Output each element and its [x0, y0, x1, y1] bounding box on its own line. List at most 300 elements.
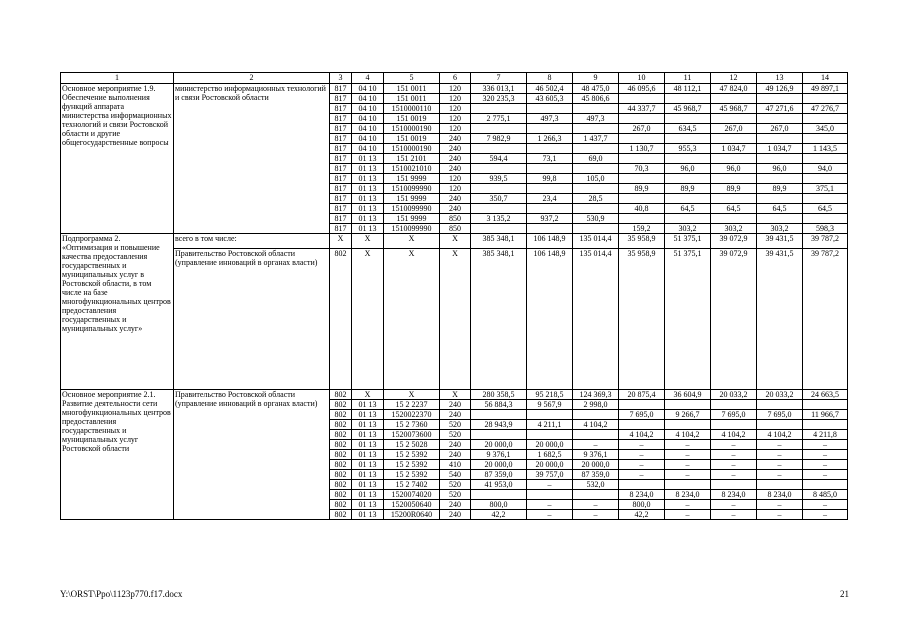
value-cell-csr: 151 9999 [384, 174, 440, 184]
value-cell-y1: 56 884,3 [471, 400, 527, 410]
value-cell-y2 [527, 104, 573, 114]
value-cell-rzpr: 04 10 [352, 104, 384, 114]
value-cell-y5: 303,2 [665, 224, 711, 234]
value-cell-y1: 41 953,0 [471, 480, 527, 490]
value-cell-y5: – [665, 470, 711, 480]
header-cell: 9 [573, 73, 619, 84]
value-cell-y1: 280 358,5 [471, 390, 527, 400]
value-cell-y5 [665, 94, 711, 104]
value-cell-y7: 267,0 [757, 124, 803, 134]
value-cell-vr: 240 [440, 164, 471, 174]
value-cell-y8: – [803, 450, 848, 460]
value-cell-y6 [711, 480, 757, 490]
header-cell: 5 [384, 73, 440, 84]
value-cell-y6 [711, 420, 757, 430]
value-cell-y3: 497,3 [573, 114, 619, 124]
value-cell-rzpr: 01 13 [352, 174, 384, 184]
value-cell-y6: 303,2 [711, 224, 757, 234]
table-body [61, 73, 848, 520]
value-cell-y8 [803, 400, 848, 410]
measure-title: Основное мероприятие 1.9. Обеспечение выполнения функций аппарата министерства информационных технологий и связи Ростовской области и другие общегосударственные вопросы [61, 84, 174, 234]
header-cell: 14 [803, 73, 848, 84]
value-cell-vr: 120 [440, 94, 471, 104]
value-cell-y6: 45 968,7 [711, 104, 757, 114]
value-cell-y2 [527, 204, 573, 214]
value-cell-csr: 1510000110 [384, 104, 440, 114]
value-cell-y2: 937,2 [527, 214, 573, 224]
value-cell-rzpr: 01 13 [352, 510, 384, 520]
value-cell-y2 [527, 490, 573, 500]
value-cell-y8: – [803, 500, 848, 510]
value-cell-y5: 45 968,7 [665, 104, 711, 114]
value-cell-y6: 39 072,9 [711, 234, 757, 249]
executor-cell: министерство информационных технологий и связи Ростовской области [174, 84, 330, 234]
value-cell-grbs: 817 [330, 194, 352, 204]
value-cell-y2: 95 218,5 [527, 390, 573, 400]
value-cell-y2 [527, 184, 573, 194]
value-cell-y2 [527, 144, 573, 154]
value-cell-y5: 64,5 [665, 204, 711, 214]
value-cell-vr: 410 [440, 460, 471, 470]
value-cell-grbs: 802 [330, 410, 352, 420]
value-cell-y5: – [665, 510, 711, 520]
value-cell-y6: – [711, 440, 757, 450]
value-cell-y7: 39 431,5 [757, 249, 803, 390]
value-cell-y5 [665, 174, 711, 184]
value-cell-csr: 1510099990 [384, 204, 440, 214]
value-cell-y3 [573, 410, 619, 420]
value-cell-vr: 520 [440, 420, 471, 430]
value-cell-y4: 800,0 [619, 500, 665, 510]
value-cell-rzpr: 01 13 [352, 480, 384, 490]
value-cell-y2: 46 502,4 [527, 84, 573, 94]
value-cell-y8 [803, 114, 848, 124]
value-cell-y7: – [757, 450, 803, 460]
value-cell-y2 [527, 410, 573, 420]
value-cell-grbs: 802 [330, 470, 352, 480]
value-cell-y5: – [665, 500, 711, 510]
value-cell-y3 [573, 144, 619, 154]
value-cell-vr: 240 [440, 500, 471, 510]
value-cell-y4: – [619, 450, 665, 460]
value-cell-y7 [757, 480, 803, 490]
value-cell-grbs: 802 [330, 490, 352, 500]
value-cell-y7 [757, 174, 803, 184]
value-cell-y7: 89,9 [757, 184, 803, 194]
value-cell-y3: 45 806,6 [573, 94, 619, 104]
value-cell-y1: 385 348,1 [471, 249, 527, 390]
value-cell-rzpr: 01 13 [352, 194, 384, 204]
table-row [61, 390, 848, 400]
value-cell-y6: – [711, 510, 757, 520]
value-cell-grbs: 802 [330, 510, 352, 520]
value-cell-rzpr: 01 13 [352, 164, 384, 174]
value-cell-y6: 64,5 [711, 204, 757, 214]
value-cell-y3: 87 359,0 [573, 470, 619, 480]
value-cell-y8: 375,1 [803, 184, 848, 194]
value-cell-y1 [471, 490, 527, 500]
value-cell-y3: 135 014,4 [573, 249, 619, 390]
value-cell-csr: 151 0011 [384, 94, 440, 104]
value-cell-grbs: 817 [330, 154, 352, 164]
value-cell-y1 [471, 184, 527, 194]
value-cell-y1: 42,2 [471, 510, 527, 520]
value-cell-rzpr: X [352, 249, 384, 390]
value-cell-y6 [711, 174, 757, 184]
value-cell-y2: 9 567,9 [527, 400, 573, 410]
value-cell-y7: 8 234,0 [757, 490, 803, 500]
footer-page-number: 21 [840, 589, 849, 599]
value-cell-y7 [757, 134, 803, 144]
value-cell-vr: 240 [440, 194, 471, 204]
value-cell-rzpr: 04 10 [352, 84, 384, 94]
value-cell-y7: 1 034,7 [757, 144, 803, 154]
value-cell-y2: 23,4 [527, 194, 573, 204]
value-cell-y5: 89,9 [665, 184, 711, 194]
value-cell-y4 [619, 194, 665, 204]
value-cell-y7: 20 033,2 [757, 390, 803, 400]
value-cell-y6 [711, 154, 757, 164]
value-cell-y3: 532,0 [573, 480, 619, 490]
value-cell-y8 [803, 194, 848, 204]
value-cell-grbs: 802 [330, 440, 352, 450]
value-cell-y1: 336 013,1 [471, 84, 527, 94]
value-cell-y1 [471, 204, 527, 214]
value-cell-y4: 40,8 [619, 204, 665, 214]
value-cell-grbs: 802 [330, 249, 352, 390]
header-cell: 3 [330, 73, 352, 84]
value-cell-vr: 240 [440, 154, 471, 164]
table-row [61, 234, 848, 249]
value-cell-y7: 39 431,5 [757, 234, 803, 249]
value-cell-y5 [665, 134, 711, 144]
value-cell-grbs: 802 [330, 460, 352, 470]
value-cell-y6: 8 234,0 [711, 490, 757, 500]
header-cell: 7 [471, 73, 527, 84]
value-cell-vr: 520 [440, 430, 471, 440]
value-cell-csr: X [384, 249, 440, 390]
value-cell-csr: 15 2 5392 [384, 470, 440, 480]
value-cell-y1: 20 000,0 [471, 460, 527, 470]
value-cell-y1 [471, 224, 527, 234]
value-cell-y3 [573, 204, 619, 214]
value-cell-y6: – [711, 460, 757, 470]
value-cell-y4 [619, 174, 665, 184]
value-cell-y4: 159,2 [619, 224, 665, 234]
value-cell-y1: 87 359,0 [471, 470, 527, 480]
value-cell-y1: 2 775,1 [471, 114, 527, 124]
value-cell-csr: 1510000190 [384, 144, 440, 154]
value-cell-y7: 303,2 [757, 224, 803, 234]
value-cell-csr: 151 9999 [384, 214, 440, 224]
value-cell-y8 [803, 94, 848, 104]
executor-cell: Правительство Ростовской области (управление инноваций в органах власти) [174, 390, 330, 520]
value-cell-y2: 4 211,1 [527, 420, 573, 430]
value-cell-grbs: 817 [330, 134, 352, 144]
value-cell-y5: 51 375,1 [665, 249, 711, 390]
value-cell-y4 [619, 420, 665, 430]
value-cell-csr: 1510099990 [384, 184, 440, 194]
value-cell-y1: 939,5 [471, 174, 527, 184]
value-cell-y2: 1 266,3 [527, 134, 573, 144]
value-cell-y2: 20 000,0 [527, 440, 573, 450]
value-cell-y2 [527, 164, 573, 174]
value-cell-y7 [757, 420, 803, 430]
value-cell-y3 [573, 430, 619, 440]
value-cell-vr: 120 [440, 184, 471, 194]
value-cell-y8: 8 485,0 [803, 490, 848, 500]
value-cell-grbs: 802 [330, 480, 352, 490]
value-cell-y8: – [803, 460, 848, 470]
value-cell-rzpr: 01 13 [352, 410, 384, 420]
value-cell-rzpr: 04 10 [352, 114, 384, 124]
value-cell-rzpr: 01 13 [352, 490, 384, 500]
value-cell-y6: – [711, 470, 757, 480]
value-cell-vr: 240 [440, 144, 471, 154]
value-cell-y3: 530,9 [573, 214, 619, 224]
value-cell-rzpr: 01 13 [352, 500, 384, 510]
value-cell-y3: – [573, 510, 619, 520]
value-cell-rzpr: 04 10 [352, 134, 384, 144]
value-cell-rzpr: 01 13 [352, 154, 384, 164]
value-cell-y7: – [757, 470, 803, 480]
value-cell-vr: 120 [440, 104, 471, 114]
value-cell-y3 [573, 104, 619, 114]
value-cell-rzpr: 04 10 [352, 144, 384, 154]
value-cell-y4 [619, 94, 665, 104]
value-cell-y5: 634,5 [665, 124, 711, 134]
header-cell: 2 [174, 73, 330, 84]
value-cell-csr: 151 0019 [384, 134, 440, 144]
value-cell-y4 [619, 154, 665, 164]
header-cell: 13 [757, 73, 803, 84]
value-cell-csr: 151 9999 [384, 194, 440, 204]
value-cell-y2 [527, 124, 573, 134]
value-cell-grbs: 802 [330, 400, 352, 410]
value-cell-y5: 48 112,1 [665, 84, 711, 94]
value-cell-y4: 8 234,0 [619, 490, 665, 500]
value-cell-vr: 240 [440, 410, 471, 420]
value-cell-y4 [619, 214, 665, 224]
value-cell-y2: 497,3 [527, 114, 573, 124]
value-cell-vr: X [440, 390, 471, 400]
value-cell-y2: – [527, 500, 573, 510]
value-cell-grbs: 817 [330, 214, 352, 224]
value-cell-csr: 15 2 7402 [384, 480, 440, 490]
value-cell-y2: 1 682,5 [527, 450, 573, 460]
executor-cell: Правительство Ростовской области (управление инноваций в органах власти) [174, 249, 330, 390]
value-cell-y7: – [757, 440, 803, 450]
value-cell-vr: 120 [440, 174, 471, 184]
value-cell-y3 [573, 184, 619, 194]
value-cell-csr: 15 2 5392 [384, 460, 440, 470]
value-cell-y1: 350,7 [471, 194, 527, 204]
value-cell-rzpr: 01 13 [352, 450, 384, 460]
value-cell-y3 [573, 124, 619, 134]
value-cell-y3: 48 475,0 [573, 84, 619, 94]
value-cell-y5 [665, 154, 711, 164]
value-cell-y5: 4 104,2 [665, 430, 711, 440]
value-cell-y4 [619, 400, 665, 410]
value-cell-y1: 3 135,2 [471, 214, 527, 224]
value-cell-y2 [527, 224, 573, 234]
value-cell-y7: 64,5 [757, 204, 803, 214]
value-cell-rzpr: 01 13 [352, 430, 384, 440]
value-cell-grbs: 817 [330, 84, 352, 94]
value-cell-vr: 120 [440, 124, 471, 134]
value-cell-rzpr: X [352, 390, 384, 400]
value-cell-y3 [573, 224, 619, 234]
value-cell-grbs: 817 [330, 104, 352, 114]
value-cell-grbs: 817 [330, 174, 352, 184]
value-cell-y6 [711, 214, 757, 224]
value-cell-y7 [757, 94, 803, 104]
value-cell-csr: 1510021010 [384, 164, 440, 174]
value-cell-y1 [471, 410, 527, 420]
value-cell-y3: 4 104,2 [573, 420, 619, 430]
value-cell-y1: 28 943,9 [471, 420, 527, 430]
value-cell-y3: 20 000,0 [573, 460, 619, 470]
value-cell-vr: X [440, 249, 471, 390]
value-cell-csr: 15 2 5028 [384, 440, 440, 450]
value-cell-csr: 1520050640 [384, 500, 440, 510]
value-cell-y6 [711, 400, 757, 410]
value-cell-y1 [471, 124, 527, 134]
value-cell-y2: – [527, 480, 573, 490]
value-cell-grbs: 817 [330, 94, 352, 104]
value-cell-y8: 1 143,5 [803, 144, 848, 154]
value-cell-y5 [665, 400, 711, 410]
table-row [61, 249, 848, 390]
value-cell-y2: 106 148,9 [527, 234, 573, 249]
value-cell-grbs: 802 [330, 450, 352, 460]
value-cell-y3: 69,0 [573, 154, 619, 164]
value-cell-y1: 385 348,1 [471, 234, 527, 249]
value-cell-y3: 105,0 [573, 174, 619, 184]
value-cell-vr: 120 [440, 114, 471, 124]
value-cell-y4: 1 130,7 [619, 144, 665, 154]
value-cell-y4: 4 104,2 [619, 430, 665, 440]
value-cell-vr: X [440, 234, 471, 249]
value-cell-y2: 43 605,3 [527, 94, 573, 104]
value-cell-y2: – [527, 510, 573, 520]
value-cell-y4 [619, 134, 665, 144]
value-cell-y7: 7 695,0 [757, 410, 803, 420]
value-cell-y3: 9 376,1 [573, 450, 619, 460]
value-cell-y3 [573, 164, 619, 174]
value-cell-y8 [803, 214, 848, 224]
value-cell-y8 [803, 420, 848, 430]
value-cell-y5 [665, 480, 711, 490]
value-cell-y4 [619, 480, 665, 490]
value-cell-y6: 20 033,2 [711, 390, 757, 400]
value-cell-y7: 96,0 [757, 164, 803, 174]
value-cell-y4: 89,9 [619, 184, 665, 194]
value-cell-y4: 20 875,4 [619, 390, 665, 400]
value-cell-vr: 520 [440, 490, 471, 500]
value-cell-grbs: 817 [330, 114, 352, 124]
value-cell-y8 [803, 174, 848, 184]
value-cell-csr: 1520073600 [384, 430, 440, 440]
value-cell-y6: 1 034,7 [711, 144, 757, 154]
value-cell-y8 [803, 154, 848, 164]
value-cell-csr: X [384, 234, 440, 249]
value-cell-y1 [471, 430, 527, 440]
value-cell-y3: 28,5 [573, 194, 619, 204]
value-cell-y8: 47 276,7 [803, 104, 848, 114]
value-cell-y2: 39 757,0 [527, 470, 573, 480]
header-row [61, 73, 848, 84]
value-cell-y8: – [803, 440, 848, 450]
value-cell-y4: – [619, 460, 665, 470]
value-cell-grbs: X [330, 234, 352, 249]
value-cell-y5 [665, 114, 711, 124]
value-cell-vr: 240 [440, 204, 471, 214]
footer-file-path: Y:\ORST\Ppo\1123p770.f17.docx [60, 589, 183, 599]
value-cell-vr: 240 [440, 400, 471, 410]
value-cell-y1: 594,4 [471, 154, 527, 164]
value-cell-y8: 11 966,7 [803, 410, 848, 420]
value-cell-rzpr: 01 13 [352, 224, 384, 234]
value-cell-csr: 15 2 2237 [384, 400, 440, 410]
table-row [61, 84, 848, 94]
value-cell-y4: 267,0 [619, 124, 665, 134]
value-cell-y8: – [803, 470, 848, 480]
value-cell-y4: 44 337,7 [619, 104, 665, 114]
header-cell: 11 [665, 73, 711, 84]
value-cell-y7: – [757, 510, 803, 520]
budget-table [60, 72, 848, 520]
value-cell-y7 [757, 114, 803, 124]
value-cell-csr: 1510099990 [384, 224, 440, 234]
value-cell-y5 [665, 214, 711, 224]
value-cell-y4: 35 958,9 [619, 234, 665, 249]
measure-title: Подпрограмма 2. «Оптимизация и повышение качества предоставления государственных и муниципальных услуг в Ростовской области, в том числе на базе многофункциональных центров предоставления государственных и муниципальных услуг» [61, 234, 174, 390]
value-cell-y4: 70,3 [619, 164, 665, 174]
value-cell-y6: 89,9 [711, 184, 757, 194]
value-cell-y6: 47 824,0 [711, 84, 757, 94]
value-cell-y6: 96,0 [711, 164, 757, 174]
value-cell-y5: 36 604,9 [665, 390, 711, 400]
value-cell-y5: 96,0 [665, 164, 711, 174]
value-cell-vr: 240 [440, 440, 471, 450]
value-cell-csr: 15 2 5392 [384, 450, 440, 460]
value-cell-y7 [757, 214, 803, 224]
value-cell-y6 [711, 194, 757, 204]
value-cell-grbs: 802 [330, 390, 352, 400]
value-cell-y1: 9 376,1 [471, 450, 527, 460]
value-cell-y3: – [573, 500, 619, 510]
value-cell-y3: 124 369,3 [573, 390, 619, 400]
value-cell-y8: 598,3 [803, 224, 848, 234]
value-cell-y5: 955,3 [665, 144, 711, 154]
value-cell-y7 [757, 154, 803, 164]
value-cell-y8: 4 211,8 [803, 430, 848, 440]
value-cell-csr: 15 2 7360 [384, 420, 440, 430]
header-cell: 12 [711, 73, 757, 84]
value-cell-rzpr: X [352, 234, 384, 249]
value-cell-y1: 800,0 [471, 500, 527, 510]
value-cell-y5 [665, 194, 711, 204]
header-cell: 6 [440, 73, 471, 84]
value-cell-vr: 240 [440, 450, 471, 460]
value-cell-y6 [711, 114, 757, 124]
value-cell-grbs: 802 [330, 430, 352, 440]
value-cell-csr: X [384, 390, 440, 400]
value-cell-y1: 320 235,3 [471, 94, 527, 104]
value-cell-y6: 39 072,9 [711, 249, 757, 390]
value-cell-y3: 1 437,7 [573, 134, 619, 144]
